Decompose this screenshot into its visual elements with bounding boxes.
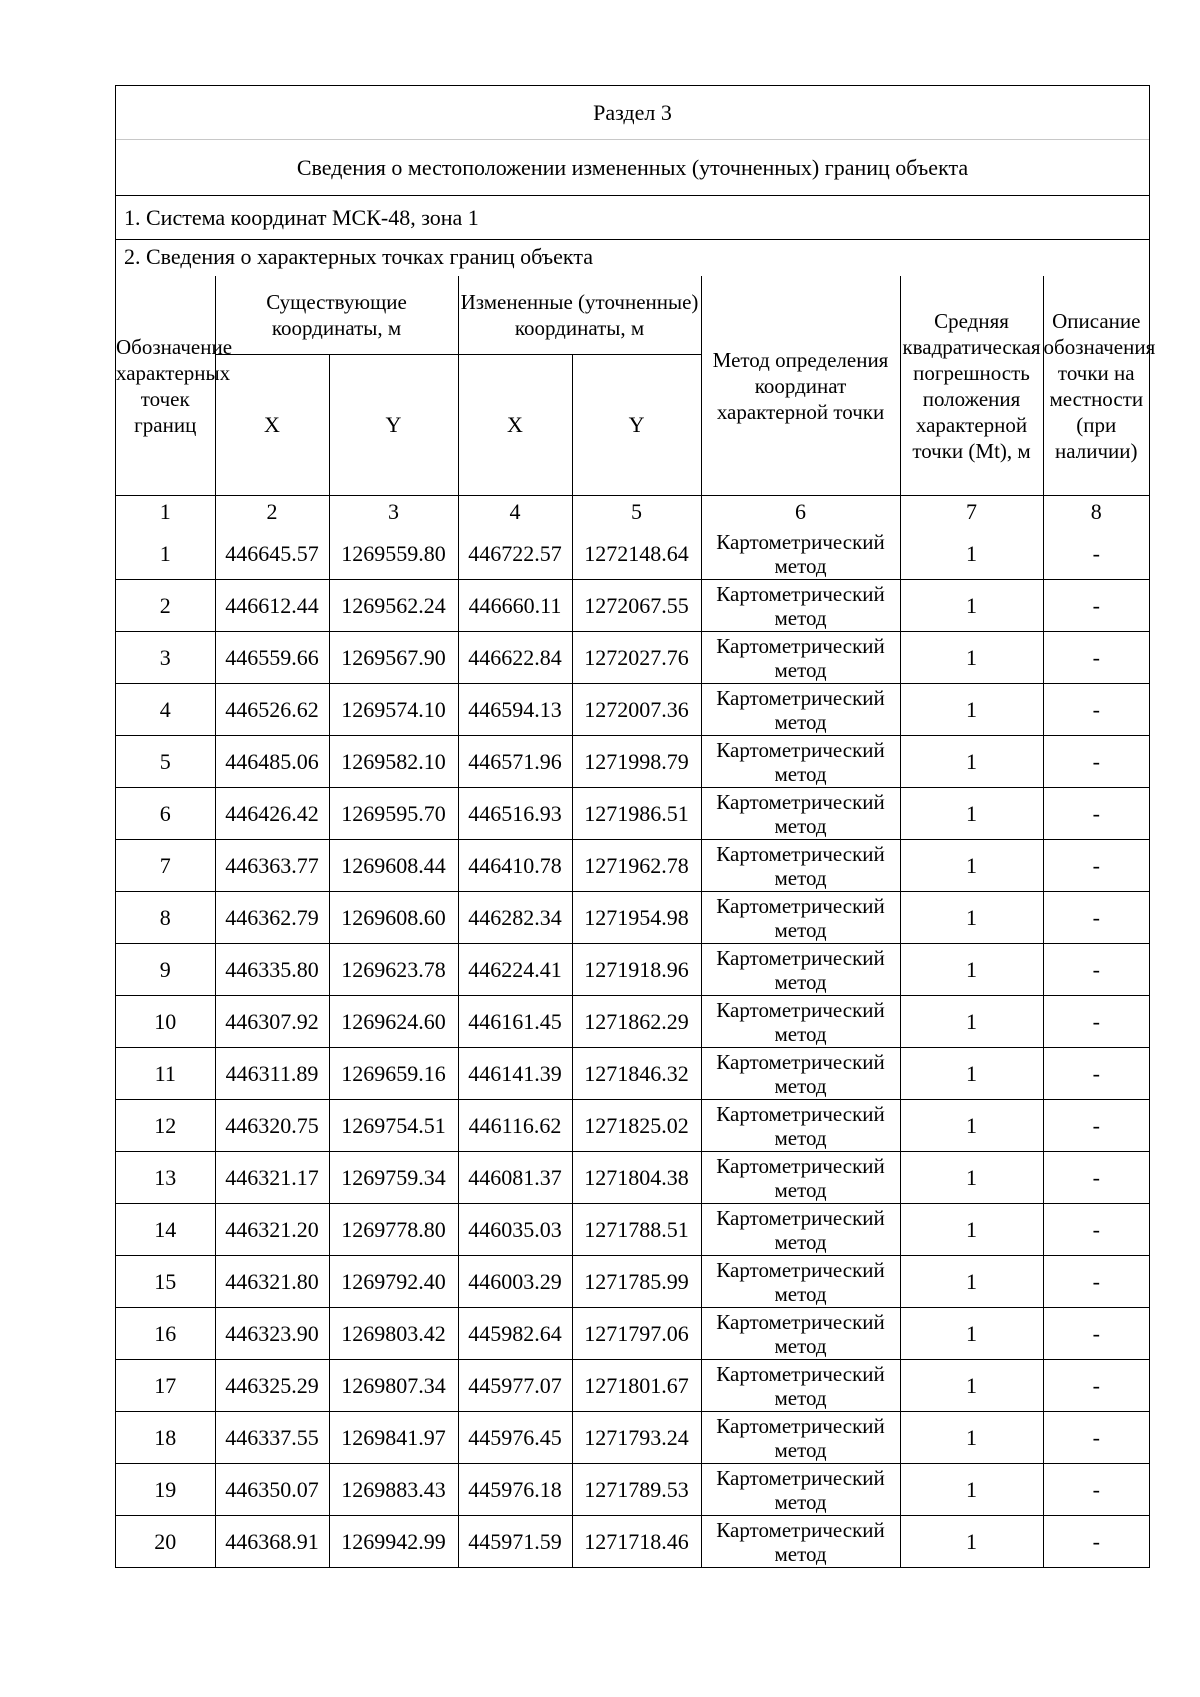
changed-x: 446081.37 [458,1152,572,1204]
section-title: Раздел 3 [116,86,1149,140]
point-number: 19 [116,1464,215,1516]
changed-x: 446035.03 [458,1204,572,1256]
table-row [116,1256,1149,1308]
method-cell: Картометрический метод [701,580,900,632]
changed-x: 446141.39 [458,1048,572,1100]
header-existing-y: Y [329,355,458,496]
existing-y: 1269942.99 [329,1516,458,1568]
coordinate-system: 1. Система координат МСК-48, зона 1 [116,196,1149,240]
header-mean-square-error: Средняя квадратическая погрешность положения характерной точки (Mt), м [900,276,1043,496]
table-row [116,1412,1149,1464]
existing-y: 1269624.60 [329,996,458,1048]
header-point-designation: Обозначение характерных точек границ [116,276,215,496]
description-cell: - [1043,684,1149,736]
point-number: 8 [116,892,215,944]
description-cell: - [1043,1256,1149,1308]
point-number: 14 [116,1204,215,1256]
method-cell: Картометрический метод [701,1100,900,1152]
column-number: 5 [572,496,701,529]
mean-square-error: 1 [900,632,1043,684]
mean-square-error: 1 [900,944,1043,996]
table-row [116,1360,1149,1412]
point-number: 18 [116,1412,215,1464]
existing-x: 446320.75 [215,1100,329,1152]
existing-x: 446350.07 [215,1464,329,1516]
point-number: 16 [116,1308,215,1360]
point-number: 9 [116,944,215,996]
table-row [116,528,1149,580]
mean-square-error: 1 [900,1256,1043,1308]
existing-x: 446559.66 [215,632,329,684]
changed-y: 1271862.29 [572,996,701,1048]
column-number: 2 [215,496,329,529]
method-cell: Картометрический метод [701,528,900,580]
header-existing-coordinates: Существующие координаты, м [215,276,458,355]
description-cell: - [1043,996,1149,1048]
existing-x: 446368.91 [215,1516,329,1568]
column-number: 1 [116,496,215,529]
point-number: 3 [116,632,215,684]
changed-x: 445976.18 [458,1464,572,1516]
changed-y: 1271918.96 [572,944,701,996]
mean-square-error: 1 [900,684,1043,736]
mean-square-error: 1 [900,1464,1043,1516]
mean-square-error: 1 [900,528,1043,580]
changed-y: 1271788.51 [572,1204,701,1256]
method-cell: Картометрический метод [701,1412,900,1464]
changed-x: 446116.62 [458,1100,572,1152]
column-number: 3 [329,496,458,529]
point-number: 11 [116,1048,215,1100]
method-cell: Картометрический метод [701,1308,900,1360]
table-row [116,1048,1149,1100]
changed-x: 446660.11 [458,580,572,632]
changed-y: 1271801.67 [572,1360,701,1412]
method-cell: Картометрический метод [701,840,900,892]
existing-x: 446335.80 [215,944,329,996]
description-cell: - [1043,580,1149,632]
mean-square-error: 1 [900,1412,1043,1464]
changed-y: 1272148.64 [572,528,701,580]
changed-x: 445971.59 [458,1516,572,1568]
existing-y: 1269754.51 [329,1100,458,1152]
description-cell: - [1043,1100,1149,1152]
header-description: Описание обозначения точки на местности (при наличии) [1043,276,1149,496]
changed-x: 446161.45 [458,996,572,1048]
description-cell: - [1043,1048,1149,1100]
point-number: 10 [116,996,215,1048]
changed-x: 446622.84 [458,632,572,684]
mean-square-error: 1 [900,1152,1043,1204]
method-cell: Картометрический метод [701,892,900,944]
existing-x: 446321.80 [215,1256,329,1308]
existing-x: 446645.57 [215,528,329,580]
changed-y: 1271789.53 [572,1464,701,1516]
existing-x: 446321.17 [215,1152,329,1204]
table-row [116,1516,1149,1568]
existing-y: 1269803.42 [329,1308,458,1360]
existing-y: 1269841.97 [329,1412,458,1464]
existing-y: 1269807.34 [329,1360,458,1412]
point-number: 6 [116,788,215,840]
changed-y: 1271785.99 [572,1256,701,1308]
changed-y: 1271793.24 [572,1412,701,1464]
description-cell: - [1043,632,1149,684]
description-cell: - [1043,944,1149,996]
method-cell: Картометрический метод [701,1256,900,1308]
method-cell: Картометрический метод [701,632,900,684]
changed-y: 1272067.55 [572,580,701,632]
header-changed-x: X [458,355,572,496]
table-row [116,1204,1149,1256]
method-cell: Картометрический метод [701,1152,900,1204]
existing-x: 446337.55 [215,1412,329,1464]
mean-square-error: 1 [900,892,1043,944]
changed-x: 446722.57 [458,528,572,580]
existing-y: 1269582.10 [329,736,458,788]
existing-x: 446363.77 [215,840,329,892]
existing-y: 1269608.60 [329,892,458,944]
point-number: 2 [116,580,215,632]
changed-x: 446594.13 [458,684,572,736]
existing-x: 446362.79 [215,892,329,944]
table-row [116,996,1149,1048]
table-row [116,1308,1149,1360]
table-row [116,840,1149,892]
existing-x: 446323.90 [215,1308,329,1360]
existing-y: 1269778.80 [329,1204,458,1256]
table-row [116,736,1149,788]
method-cell: Картометрический метод [701,944,900,996]
section-subtitle: Сведения о местоположении измененных (уточненных) границ объекта [116,140,1149,196]
changed-y: 1271797.06 [572,1308,701,1360]
existing-y: 1269792.40 [329,1256,458,1308]
description-cell: - [1043,1152,1149,1204]
changed-x: 446282.34 [458,892,572,944]
changed-y: 1271954.98 [572,892,701,944]
existing-y: 1269759.34 [329,1152,458,1204]
points-heading: 2. Сведения о характерных точках границ объекта [124,244,593,269]
existing-y: 1269567.90 [329,632,458,684]
existing-y: 1269562.24 [329,580,458,632]
mean-square-error: 1 [900,1360,1043,1412]
points-table [116,276,1156,1567]
mean-square-error: 1 [900,1308,1043,1360]
mean-square-error: 1 [900,580,1043,632]
existing-y: 1269608.44 [329,840,458,892]
document-frame [115,85,1156,1568]
changed-y: 1271825.02 [572,1100,701,1152]
point-number: 13 [116,1152,215,1204]
changed-y: 1271846.32 [572,1048,701,1100]
header-existing-x: X [215,355,329,496]
changed-x: 446410.78 [458,840,572,892]
changed-x: 446224.41 [458,944,572,996]
mean-square-error: 1 [900,1048,1043,1100]
changed-y: 1271998.79 [572,736,701,788]
method-cell: Картометрический метод [701,1360,900,1412]
changed-x: 445976.45 [458,1412,572,1464]
existing-y: 1269574.10 [329,684,458,736]
point-number: 1 [116,528,215,580]
method-cell: Картометрический метод [701,1464,900,1516]
changed-x: 446516.93 [458,788,572,840]
description-cell: - [1043,892,1149,944]
existing-x: 446307.92 [215,996,329,1048]
changed-y: 1272027.76 [572,632,701,684]
point-number: 12 [116,1100,215,1152]
changed-y: 1271962.78 [572,840,701,892]
mean-square-error: 1 [900,1516,1043,1568]
changed-y: 1271804.38 [572,1152,701,1204]
changed-x: 446571.96 [458,736,572,788]
changed-y: 1271986.51 [572,788,701,840]
table-row [116,684,1149,736]
method-cell: Картометрический метод [701,1204,900,1256]
method-cell: Картометрический метод [701,996,900,1048]
existing-x: 446321.20 [215,1204,329,1256]
existing-y: 1269623.78 [329,944,458,996]
description-cell: - [1043,1412,1149,1464]
table-row [116,1464,1149,1516]
existing-x: 446612.44 [215,580,329,632]
changed-x: 445982.64 [458,1308,572,1360]
mean-square-error: 1 [900,788,1043,840]
existing-x: 446485.06 [215,736,329,788]
header-changed-y: Y [572,355,701,496]
existing-x: 446426.42 [215,788,329,840]
points-rows [116,528,1149,1567]
table-row [116,580,1149,632]
method-cell: Картометрический метод [701,684,900,736]
table-row [116,892,1149,944]
column-number: 8 [1043,496,1149,529]
table-row [116,1100,1149,1152]
description-cell: - [1043,1464,1149,1516]
column-number: 4 [458,496,572,529]
existing-x: 446325.29 [215,1360,329,1412]
mean-square-error: 1 [900,840,1043,892]
table-row [116,632,1149,684]
table-row [116,788,1149,840]
existing-y: 1269659.16 [329,1048,458,1100]
description-cell: - [1043,1360,1149,1412]
changed-y: 1271718.46 [572,1516,701,1568]
column-numbers-row [116,496,1149,529]
mean-square-error: 1 [900,996,1043,1048]
table-row [116,1152,1149,1204]
point-number: 20 [116,1516,215,1568]
description-cell: - [1043,840,1149,892]
existing-x: 446311.89 [215,1048,329,1100]
description-cell: - [1043,788,1149,840]
existing-y: 1269595.70 [329,788,458,840]
point-number: 5 [116,736,215,788]
changed-y: 1272007.36 [572,684,701,736]
existing-y: 1269559.80 [329,528,458,580]
description-cell: - [1043,528,1149,580]
method-cell: Картометрический метод [701,736,900,788]
changed-x: 445977.07 [458,1360,572,1412]
description-cell: - [1043,1516,1149,1568]
header-method: Метод определения координат характерной точки [701,276,900,496]
mean-square-error: 1 [900,736,1043,788]
description-cell: - [1043,1204,1149,1256]
existing-x: 446526.62 [215,684,329,736]
column-number: 7 [900,496,1043,529]
point-number: 4 [116,684,215,736]
point-number: 15 [116,1256,215,1308]
method-cell: Картометрический метод [701,788,900,840]
point-number: 7 [116,840,215,892]
method-cell: Картометрический метод [701,1048,900,1100]
method-cell: Картометрический метод [701,1516,900,1568]
description-cell: - [1043,736,1149,788]
header-changed-coordinates: Измененные (уточненные) координаты, м [458,276,701,355]
table-row [116,944,1149,996]
mean-square-error: 1 [900,1204,1043,1256]
changed-x: 446003.29 [458,1256,572,1308]
point-number: 17 [116,1360,215,1412]
existing-y: 1269883.43 [329,1464,458,1516]
mean-square-error: 1 [900,1100,1043,1152]
description-cell: - [1043,1308,1149,1360]
column-number: 6 [701,496,900,529]
